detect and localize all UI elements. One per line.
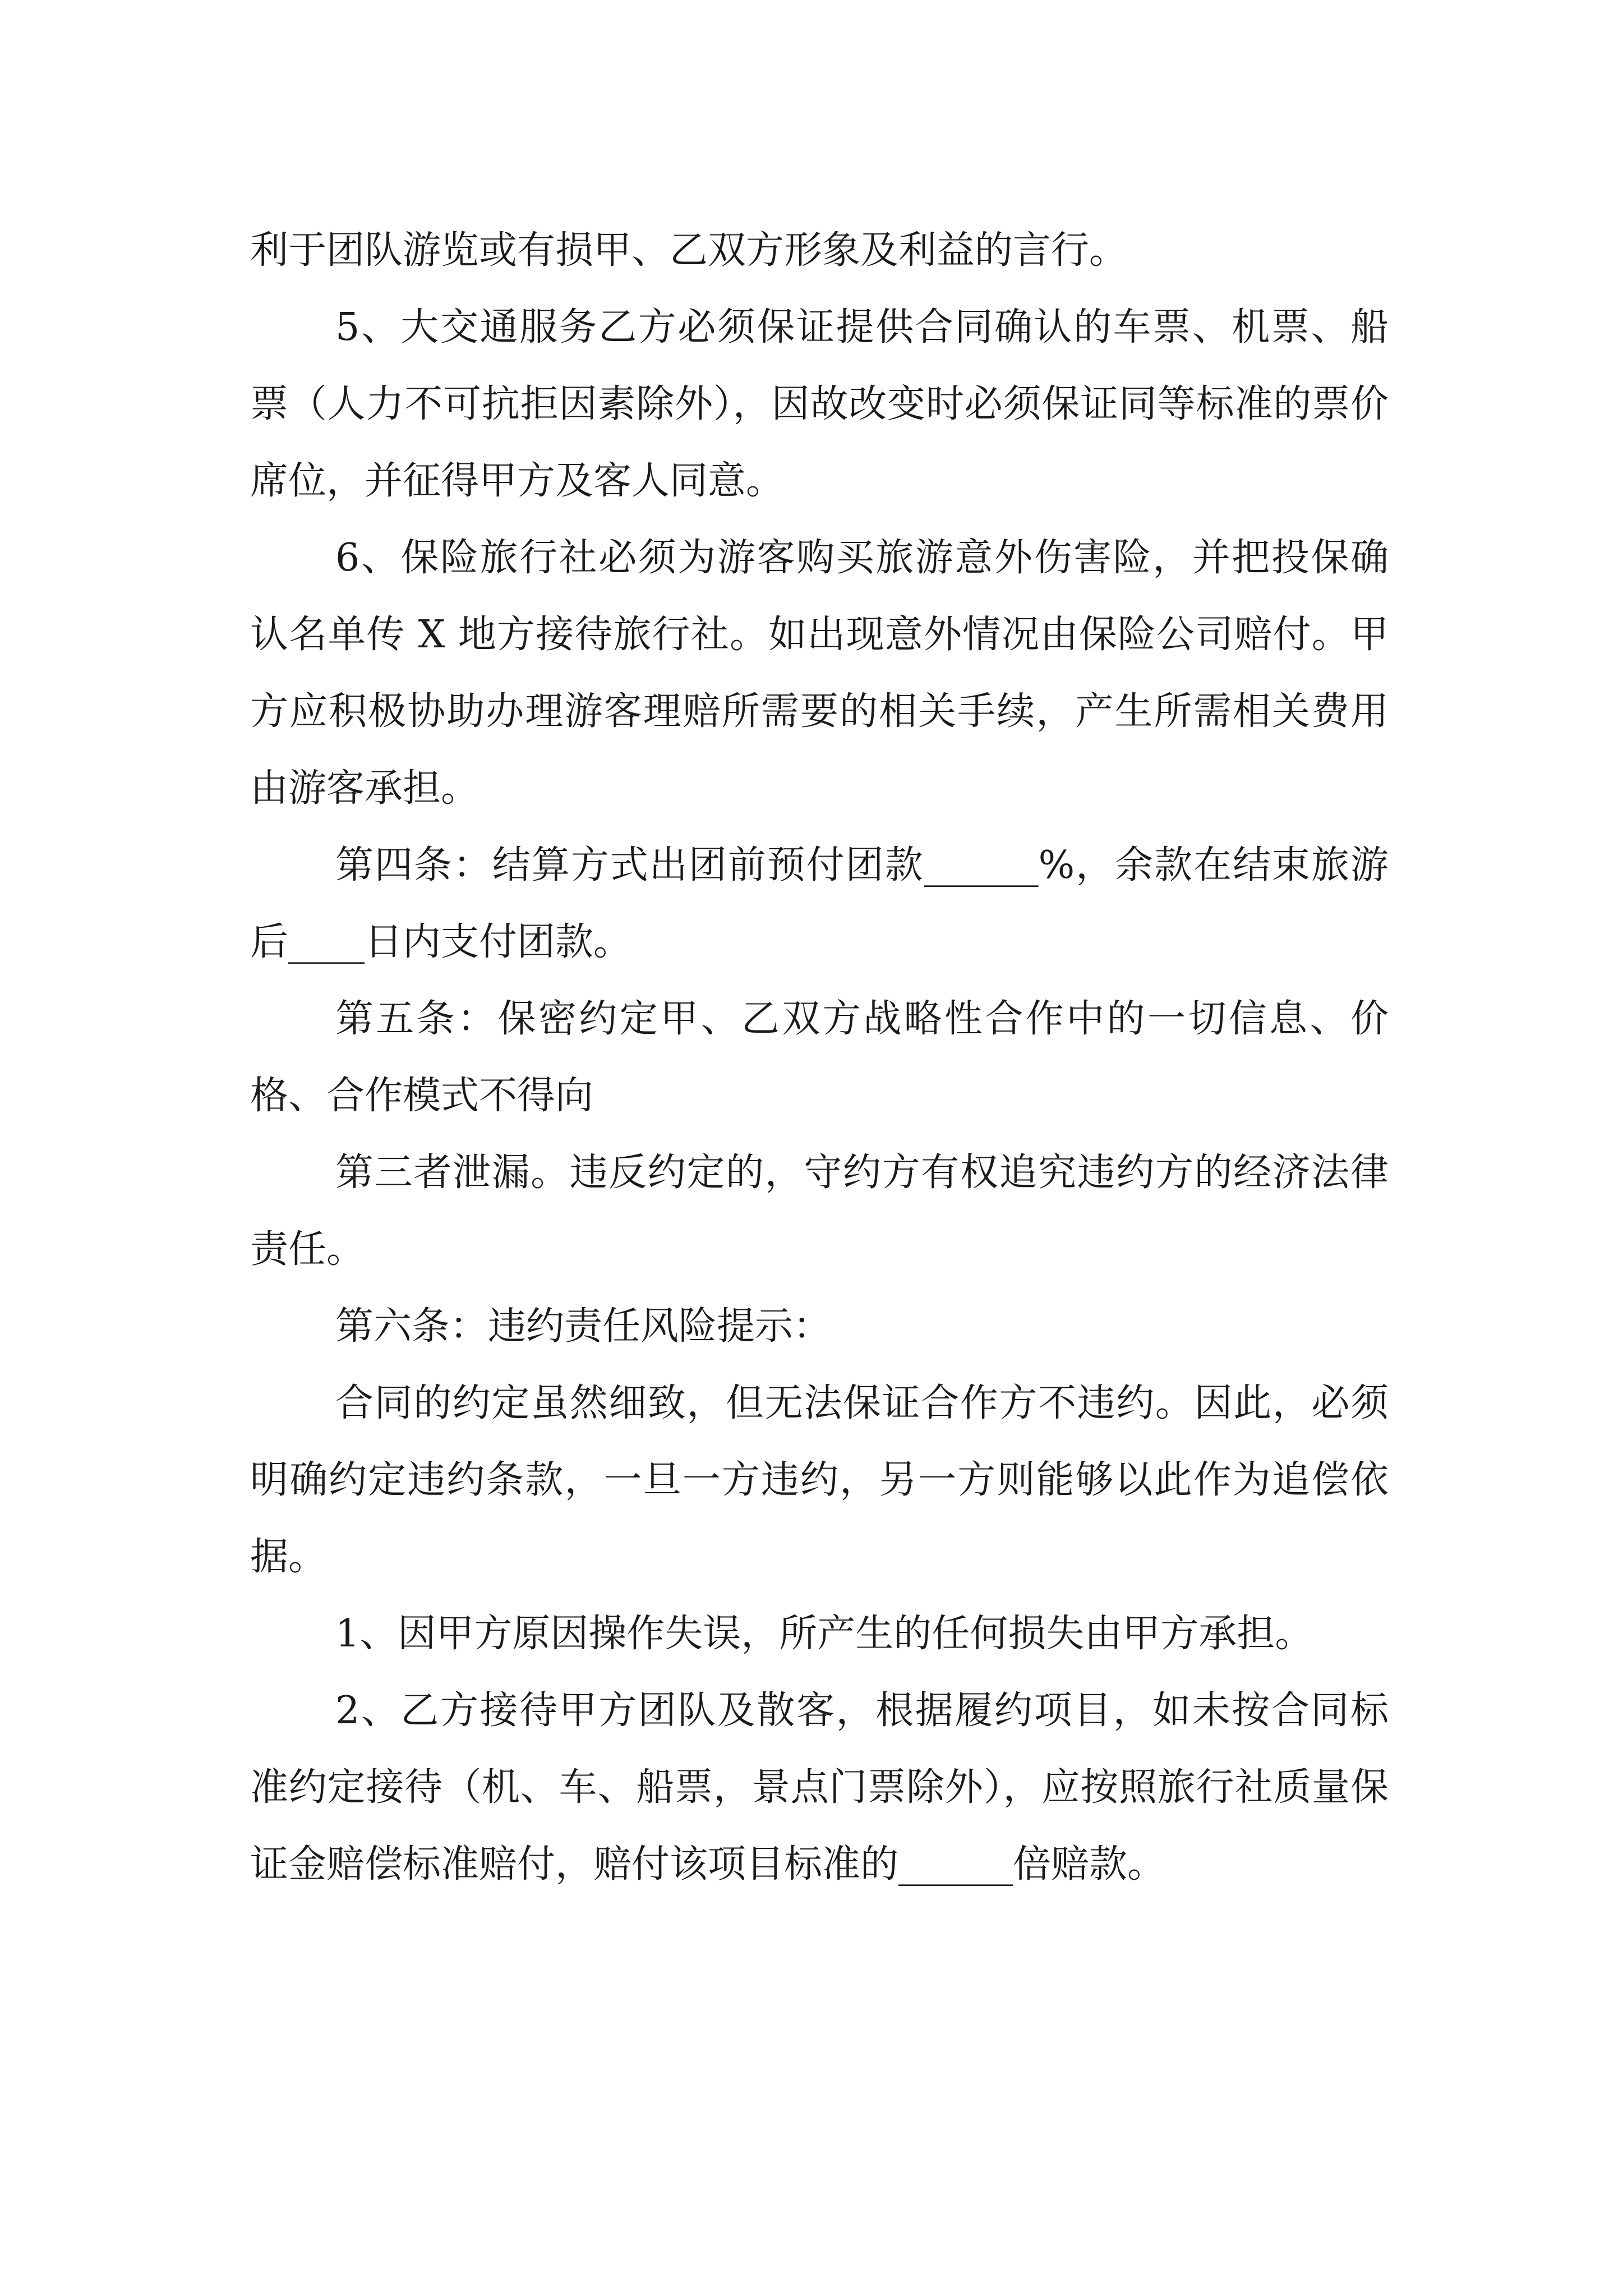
- paragraph-liability-1: 1、因甲方原因操作失误，所产生的任何损失由甲方承担。: [335, 1612, 1313, 1656]
- paragraph-clause-6-insurance: 6、保险旅行社必须为游客购买旅游意外伤害险，并把投保确认名单传 X 地方接待旅行社。如出现意外情况由保险公司赔付。甲方应积极协助办理游客理赔所需要的相关手续，产生所需相关费用由游客承担。: [250, 536, 1389, 811]
- paragraph-article-5-continued: 第三者泄漏。违反约定的，守约方有权追究违约方的经济法律责任。: [250, 1151, 1389, 1272]
- paragraph-continuation: 利于团队游览或有损甲、乙双方形象及利益的言行。: [250, 228, 1128, 273]
- paragraph-article-6-intro: 合同的约定虽然细致，但无法保证合作方不违约。因此，必须明确约定违约条款，一旦一方违约，另一方则能够以此作为追偿依据。: [250, 1381, 1389, 1579]
- paragraph-clause-5-transport: 5、大交通服务乙方必须保证提供合同确认的车票、机票、船票（人力不可抗拒因素除外），因故改变时必须保证同等标准的票价席位，并征得甲方及客人同意。: [250, 305, 1389, 503]
- paragraph-article-4-settlement: 第四条：结算方式出团前预付团款______%，余款在结束旅游后____日内支付团款。: [250, 843, 1389, 964]
- paragraph-article-5-confidentiality: 第五条：保密约定甲、乙双方战略性合作中的一切信息、价格、合作模式不得向: [250, 997, 1389, 1118]
- document-page: [250, 212, 1389, 1903]
- paragraph-article-6-title: 第六条：违约责任风险提示：: [335, 1304, 832, 1349]
- paragraph-liability-2: 2、乙方接待甲方团队及散客，根据履约项目，如未按合同标准约定接待（机、车、船票，景点门票除外），应按照旅行社质量保证金赔偿标准赔付，赔付该项目标准的______倍赔款。: [250, 1688, 1389, 1887]
